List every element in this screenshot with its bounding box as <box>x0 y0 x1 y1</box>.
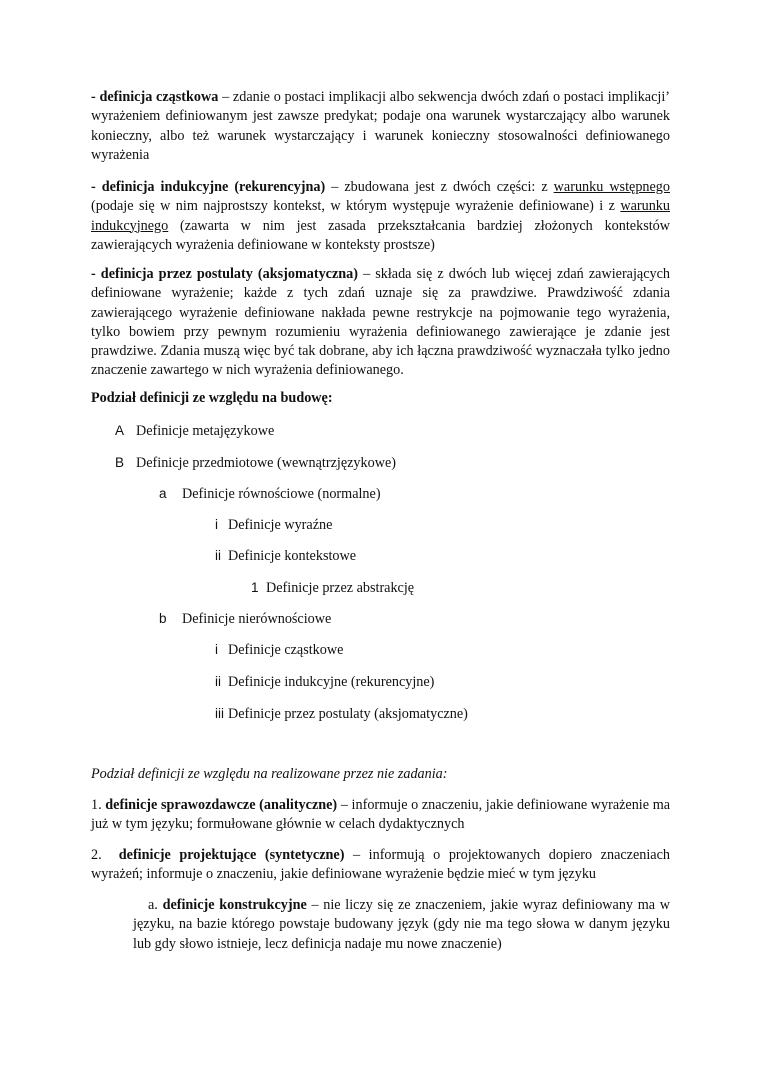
heading-podzial-budowa: Podział definicji ze względu na budowę: <box>91 390 333 406</box>
outline-marker: iii <box>215 706 224 721</box>
paragraph-text: – nie liczy się ze znaczeniem, jakie wyraz definiowany ma w języku, na bazie którego powstaje budowany język (gdy nie ma tego słowa w danym języku lub gdy słowo istnieje, lecz definicja nadaje mu nowe znaczenie) <box>133 897 670 952</box>
outline-item-a <box>159 484 381 504</box>
paragraph-text: (zawarta w nim jest zasada przekształcania bardziej złożonych kontekstów zawierających wyrażenia definiowane w konteksty prostsze) <box>91 217 670 253</box>
underlined-warunek-indukcyjny: warunku indukcyjnego <box>91 198 670 234</box>
outline-item-i <box>215 515 332 535</box>
paragraph-definicje-konstrukcyjne <box>133 896 670 954</box>
outline-item-i-2 <box>215 640 343 660</box>
paragraph-text: – informuje o znaczeniu, jakie definiowane wyrażenie ma już w tym języku; formułowane głównie w celach dydaktycznych <box>91 797 671 833</box>
outline-text: Definicje wyraźne <box>228 517 333 533</box>
paragraph-definicja-aksjomatyczna <box>91 265 670 381</box>
outline-marker: 1 <box>251 580 259 595</box>
outline-text: Definicje nierównościowe <box>182 611 332 627</box>
outline-text: Definicje przez abstrakcję <box>266 580 415 596</box>
underlined-warunek-wstepny: warunku wstępnego <box>553 179 670 195</box>
outline-text: Definicje indukcyjne (rekurencyjne) <box>228 674 435 690</box>
term-definicje-konstrukcyjne: definicje konstrukcyjne <box>162 897 307 913</box>
outline-item-1 <box>251 578 414 598</box>
outline-marker: A <box>115 423 125 438</box>
outline-marker: a <box>159 486 167 501</box>
outline-text: Definicje przez postulaty (aksjomatyczne) <box>228 706 468 722</box>
term-definicja-indukcyjna: - definicja indukcyjne (rekurencyjna) <box>91 179 326 195</box>
heading-podzial-zadania: Podział definicji ze względu na realizowane przez nie zadania: <box>91 766 448 782</box>
paragraph-definicje-sprawozdawcze <box>91 796 670 835</box>
outline-marker: B <box>115 455 125 470</box>
list-number: 2. <box>91 847 102 863</box>
outline-item-b <box>159 609 331 629</box>
outline-text: Definicje równościowe (normalne) <box>182 486 381 502</box>
paragraph-text: – informują o projektowanych dopiero znaczeniach wyrażeń; informuje o znaczeniu, jakie definiowane wyrażenie będzie mieć w tym języku <box>91 847 670 883</box>
paragraph-text: – zbudowana jest z dwóch części: z <box>325 179 554 195</box>
term-definicje-sprawozdawcze: definicje sprawozdawcze (analityczne) <box>105 797 338 813</box>
outline-item-A <box>115 421 274 441</box>
paragraph-definicje-projektujace <box>91 846 670 885</box>
paragraph-text: – zdanie o postaci implikacji albo sekwencja dwóch zdań o postaci implikacji’ wyrażeniem definiowanym jest zawsze predykat; podaje ona warunek wystarczający albo warunek konieczny, albo też warunek wystarczający i warunek konieczny stosowalności definiowanego wyrażenia <box>91 89 670 163</box>
paragraph-text: (podaje się w nim najprostszy kontekst, w którym występuje wyrażenie definiowane) i z <box>91 198 621 215</box>
list-number: a. <box>148 897 158 913</box>
outline-marker: i <box>215 642 218 657</box>
outline-text: Definicje kontekstowe <box>228 548 357 564</box>
term-definicja-aksjomatyczna: - definicja przez postulaty (aksjomatyczna) <box>91 266 358 282</box>
list-number: 1. <box>91 797 102 813</box>
outline-item-ii-2 <box>215 672 434 692</box>
outline-marker: ii <box>215 674 221 689</box>
outline-item-ii <box>215 546 356 566</box>
outline-marker: i <box>215 517 218 532</box>
outline-item-B <box>115 453 396 473</box>
outline-marker: ii <box>215 548 221 563</box>
term-definicja-czastkowa: - definicja cząstkowa <box>91 89 219 105</box>
term-definicje-projektujace: definicje projektujące (syntetyczne) <box>118 847 345 863</box>
outline-item-iii <box>215 704 468 724</box>
outline-text: Definicje przedmiotowe (wewnątrzjęzykowe) <box>136 455 396 471</box>
paragraph-definicja-indukcyjna <box>91 178 670 255</box>
outline-text: Definicje cząstkowe <box>228 642 344 658</box>
outline-text: Definicje metajęzykowe <box>136 423 275 439</box>
paragraph-definicja-czastkowa <box>91 88 670 165</box>
outline-marker: b <box>159 611 167 626</box>
paragraph-text: – składa się z dwóch lub więcej zdań zawierających definiowane wyrażenie; każde z tych zdań uznaje się za prawdziwe. Prawdziwość zdania zawierającego wyrażenie definiowane nakłada pewne restrykcje na pojmowanie tego wyrażenia, tylko bowiem przy pewnym rozumieniu wyrażenia definiowanego zawierające je zdanie jest prawdziwe. Zdania muszą więc być tak dobrane, aby ich łączna prawdziwość wyznaczała tylko jedno znaczenie zawartego w nich wyrażenia definiowanego. <box>91 266 670 379</box>
